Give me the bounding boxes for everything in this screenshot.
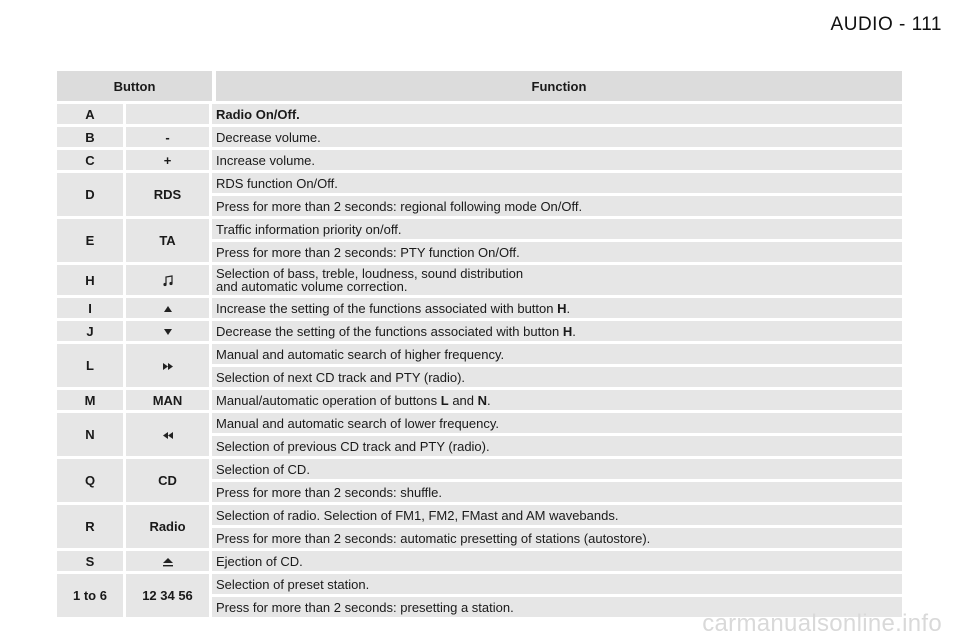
button-symbol [126,551,212,571]
function-line: and [448,392,478,408]
table-row [57,505,902,525]
function-text: Manual and automatic search of higher frequency. [212,344,902,364]
button-key: S [57,551,126,571]
button-key: E [57,219,126,262]
function-text: Radio On/Off. [212,104,902,124]
function-text: Selection of CD. [212,459,902,479]
function-text: Traffic information priority on/off. [212,219,902,239]
table-header-row [57,71,902,101]
function-text: Selection of next CD track and PTY (radio). [212,367,902,387]
table-row [57,265,902,295]
function-line: Increase the setting of the functions associated with button [216,300,558,316]
function-line: Decrease the setting of the functions associated with button [216,323,563,339]
button-symbol [126,265,212,295]
table-row [57,321,902,341]
function-text [212,265,902,295]
button-key: J [57,321,126,341]
button-key: 1 to 6 [57,574,126,617]
function-text: Increase volume. [212,150,902,170]
button-key: B [57,127,126,147]
button-key: A [57,104,126,124]
fast-forward-icon [162,362,174,371]
button-reference: N [477,392,488,408]
watermark: carmanualsonline.info [702,610,942,637]
button-reference: L [440,392,449,408]
function-text: Press for more than 2 seconds: regional following mode On/Off. [212,196,902,216]
function-line: Selection of bass, treble, loudness, sound distribution [216,266,524,281]
function-text [212,298,902,318]
table-row [57,390,902,410]
button-symbol: TA [126,219,212,262]
rewind-icon [162,431,174,440]
punctuation: . [572,323,576,339]
button-symbol [126,298,212,318]
page-title: AUDIO - 111 [830,14,942,35]
button-symbol: 12 34 56 [126,574,212,617]
button-key: N [57,413,126,456]
button-symbol: RDS [126,173,212,216]
function-text: Press for more than 2 seconds: PTY function On/Off. [212,242,902,262]
punctuation: . [487,392,491,408]
function-text: Decrease volume. [212,127,902,147]
button-symbol: - [126,127,212,147]
function-text: Press for more than 2 seconds: automatic presetting of stations (autostore). [212,528,902,548]
table-row [57,574,902,594]
button-symbol [126,104,212,124]
table-row [57,413,902,433]
function-text: Selection of preset station. [212,574,902,594]
table-row [57,298,902,318]
button-symbol: CD [126,459,212,502]
table-row [57,173,902,193]
button-key: D [57,173,126,216]
function-text: Press for more than 2 seconds: shuffle. [212,482,902,502]
button-column-header: Button [57,71,212,101]
table-row [57,551,902,571]
button-symbol: Radio [126,505,212,548]
table-row [57,127,902,147]
button-symbol [126,413,212,456]
button-key: I [57,298,126,318]
function-text: Ejection of CD. [212,551,902,571]
table-row [57,150,902,170]
function-text: Press for more than 2 seconds: presetting a station. [212,597,902,617]
button-reference: H [557,300,567,316]
table-row [57,104,902,124]
punctuation: . [566,300,571,316]
function-line: Manual/automatic operation of buttons [216,392,441,408]
triangle-up-icon [163,305,173,313]
button-symbol: MAN [126,390,212,410]
button-symbol [126,321,212,341]
button-key: H [57,265,126,295]
button-key: R [57,505,126,548]
function-text: Selection of radio. Selection of FM1, FM2, FMast and AM wavebands. [212,505,902,525]
function-text [212,321,902,341]
button-key: L [57,344,126,387]
function-text: Selection of previous CD track and PTY (radio). [212,436,902,456]
button-function-table [57,68,902,620]
music-note-icon [162,275,174,287]
button-symbol: + [126,150,212,170]
button-reference: H [562,323,573,339]
table-row [57,219,902,239]
button-symbol [126,344,212,387]
function-text: Manual and automatic search of lower frequency. [212,413,902,433]
button-key: Q [57,459,126,502]
triangle-down-icon [163,328,173,336]
function-column-header: Function [212,71,902,101]
table-row [57,459,902,479]
function-text: RDS function On/Off. [212,173,902,193]
function-line: and automatic volume correction. [216,279,408,294]
eject-icon [161,557,175,567]
function-text [212,390,902,410]
table-row [57,344,902,364]
button-key: M [57,390,126,410]
button-key: C [57,150,126,170]
